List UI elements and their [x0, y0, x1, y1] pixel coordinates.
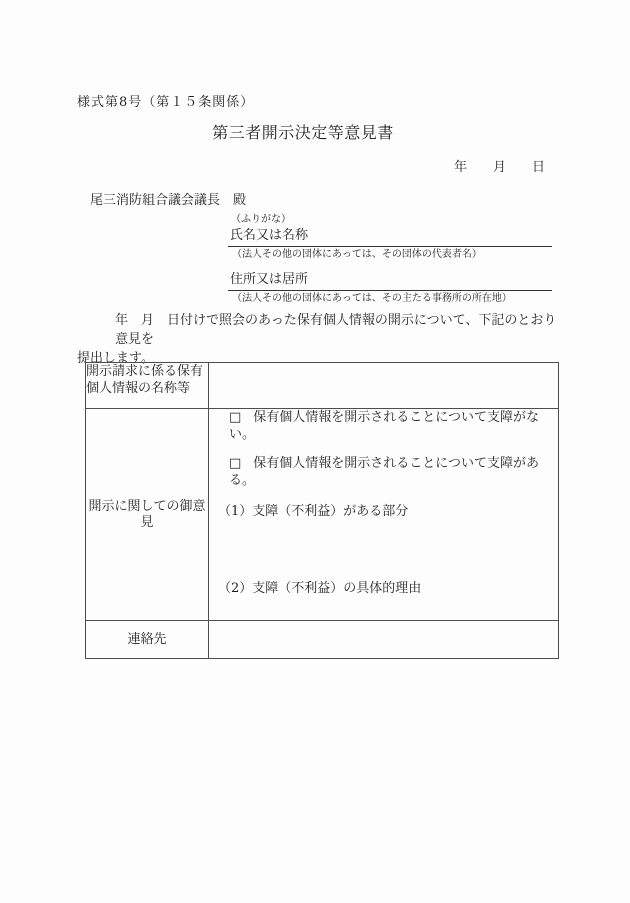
spacer [228, 261, 552, 270]
contact-label-cell: 連絡先 [86, 621, 209, 659]
address-field [228, 271, 552, 291]
body-line-1: 年 月 日付けで照会のあった保有個人情報の開示について、下記のとおり意見を [115, 313, 557, 347]
address-field-note: （法人その他の団体にあっては、その主たる事務所の所在地） [232, 293, 512, 304]
furigana-label: （ふりがな） [231, 214, 291, 225]
document-title: 第三者開示決定等意見書 [212, 123, 394, 142]
name-field [228, 227, 552, 247]
info-name-value-cell [209, 363, 559, 409]
body-line-2: 提出します。 [77, 351, 154, 366]
info-name-label-line1: 開示請求に係る保有 [86, 364, 204, 379]
option-objection [229, 455, 558, 489]
opinion-label-cell [86, 409, 209, 621]
checkbox-icon: □ [229, 456, 242, 471]
info-name-label-line2: 個人情報の名称等 [86, 381, 191, 396]
option-no-objection-text: 保有個人情報を開示されることについて支障がない。 [229, 410, 540, 442]
opinion-label-line1: 開示に関しての御意 [88, 498, 206, 514]
checkbox-icon: □ [229, 410, 242, 425]
table-row-info-name [86, 363, 559, 409]
opinion-form-table [85, 362, 559, 659]
name-field-label: 氏名又は名称 [230, 228, 309, 243]
addressee-line: 尾三消防組合議会議長 殿 [90, 193, 247, 208]
objection-part-heading: （1）支障（不利益）がある部分 [218, 504, 409, 519]
option-no-objection [229, 409, 558, 443]
option-objection-text: 保有個人情報を開示されることについて支障がある。 [229, 456, 540, 488]
table-row-contact [86, 621, 559, 659]
body-paragraph [77, 311, 559, 368]
date-line: 年 月 日 [453, 160, 545, 175]
signer-block [228, 214, 552, 305]
table-row-opinion [86, 409, 559, 621]
contact-value-cell [209, 621, 559, 659]
opinion-label-line2: 見 [140, 514, 154, 530]
address-field-label: 住所又は居所 [230, 272, 309, 287]
info-name-label-cell [86, 363, 209, 409]
name-field-note: （法人その他の団体にあっては、その団体の代表者名） [232, 249, 482, 260]
objection-reason-heading: （2）支障（不利益）の具体的理由 [218, 581, 422, 596]
form-number: 様式第8号（第１５条関係） [77, 95, 255, 110]
opinion-value-cell [209, 409, 559, 621]
